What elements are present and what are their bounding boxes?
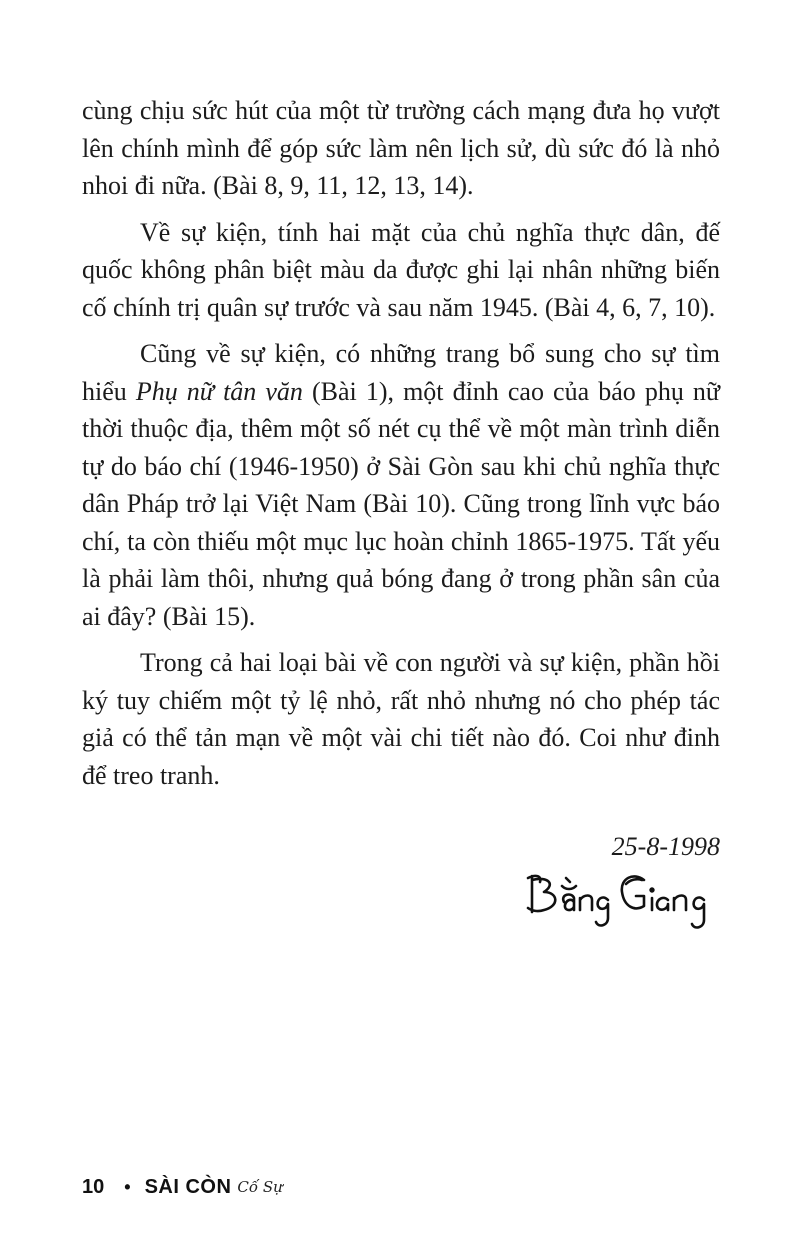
paragraph-3-post: (Bài 1), một đỉnh cao của báo phụ nữ thời thuộc địa, thêm một số nét cụ thể về một màn trình diễn tự do báo chí (1946-1950) ở Sài Gòn sau khi chủ nghĩa thực dân Pháp trở lại Việt Nam (Bài 10). Cũng trong lĩnh vực báo chí, ta còn thiếu một mục lục hoàn chỉnh 1865-1975. Tất yếu là phải làm thôi, nhưng quả bóng đang ở trong phần sân của ai đây? (Bài 15). bbox=[82, 376, 720, 631]
signoff-date: 25-8-1998 bbox=[611, 832, 720, 861]
page-footer bbox=[82, 1172, 283, 1202]
book-subtitle: Cố Sự bbox=[237, 1178, 283, 1196]
signature-drawing bbox=[522, 862, 722, 932]
newspaper-title: Phụ nữ tân văn bbox=[135, 376, 303, 406]
book-title: SÀI CÒN bbox=[144, 1175, 232, 1198]
paragraph-2: Về sự kiện, tính hai mặt của chủ nghĩa thực dân, đế quốc không phân biệt màu da được ghi lại nhân những biến cố chính trị quân sự trước và sau năm 1945. (Bài 4, 6, 7, 10). bbox=[82, 217, 720, 322]
paragraph-1: cùng chịu sức hút của một từ trường cách mạng đưa họ vượt lên chính mình để góp sức làm nên lịch sử, dù sức đó là nhỏ nhoi đi nữa. (Bài 8, 9, 11, 12, 13, 14). bbox=[82, 96, 720, 200]
body-text bbox=[82, 92, 720, 803]
paragraph-4: Trong cả hai loại bài về con người và sự kiện, phần hồi ký tuy chiếm một tỷ lệ nhỏ, rất nhỏ nhưng nó cho phép tác giả có thể tản mạn về một vài chi tiết nào đó. Coi như đinh để treo tranh. bbox=[82, 648, 720, 790]
paragraph-3-pre: Cũng về sự kiện, có những trang bổ sung cho sự tìm hiểu bbox=[82, 339, 720, 406]
page-number: 10 bbox=[82, 1175, 105, 1198]
footer-bullet: • bbox=[124, 1176, 131, 1197]
paragraph-3 bbox=[82, 335, 720, 635]
author-signature bbox=[522, 862, 722, 932]
